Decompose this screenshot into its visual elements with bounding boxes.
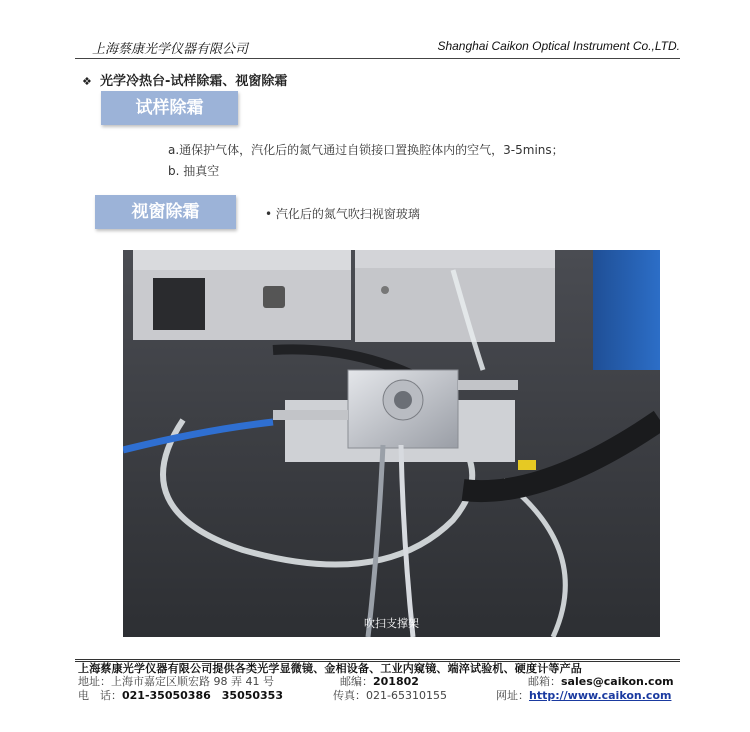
address-value: 上海市嘉定区顺宏路 98 弄 41 号	[111, 675, 274, 688]
footer-web	[496, 687, 671, 703]
sample-defrost-line-b: b. 抽真空	[168, 164, 220, 178]
sample-defrost-tag: 试样除霜	[101, 91, 238, 125]
web-link[interactable]: http://www.caikon.com	[529, 689, 672, 702]
equipment-photo-illustration	[123, 250, 660, 637]
equipment-photo	[123, 250, 660, 637]
phone-label: 电 话：	[78, 689, 122, 702]
bullet-dot: •	[265, 207, 273, 221]
header-divider	[75, 58, 680, 59]
phone-value: 021-35050386 35050353	[122, 689, 283, 702]
section-title-text: 光学冷热台-试样除霜、视窗除霜	[100, 74, 288, 89]
section-title	[82, 70, 287, 89]
header-company-en: Shanghai Caikon Optical Instrument Co.,LTD.	[437, 39, 680, 53]
fax-value: 021-65310155	[366, 689, 447, 702]
address-label: 地址：	[78, 675, 111, 688]
web-label: 网址：	[496, 689, 529, 702]
zip-label: 邮编：	[340, 675, 373, 688]
diamond-bullet-icon: ❖	[82, 75, 92, 88]
window-defrost-desc: 汽化后的氮气吹扫视窗玻璃	[275, 207, 420, 221]
sample-defrost-line-a: a.通保护气体，汽化后的氮气通过自锁接口置换腔体内的空气，3-5mins；	[168, 143, 564, 157]
photo-caption: 吹扫支撑架	[364, 617, 419, 630]
window-defrost-tag: 视窗除霜	[95, 195, 236, 229]
footer-phone	[78, 687, 283, 703]
email-label: 邮箱：	[528, 675, 561, 688]
header-company-cn: 上海蔡康光学仪器有限公司	[92, 42, 249, 57]
footer-fax	[333, 687, 447, 703]
footer-company-line: 上海蔡康光学仪器有限公司提供各类光学显微镜、金相设备、工业内窥镜、端淬试验机、硬度计等产品	[78, 662, 582, 675]
window-defrost-text	[265, 205, 420, 222]
email-value[interactable]: sales@caikon.com	[561, 675, 674, 688]
fax-label: 传真：	[333, 689, 366, 702]
zip-value: 201802	[373, 675, 419, 688]
